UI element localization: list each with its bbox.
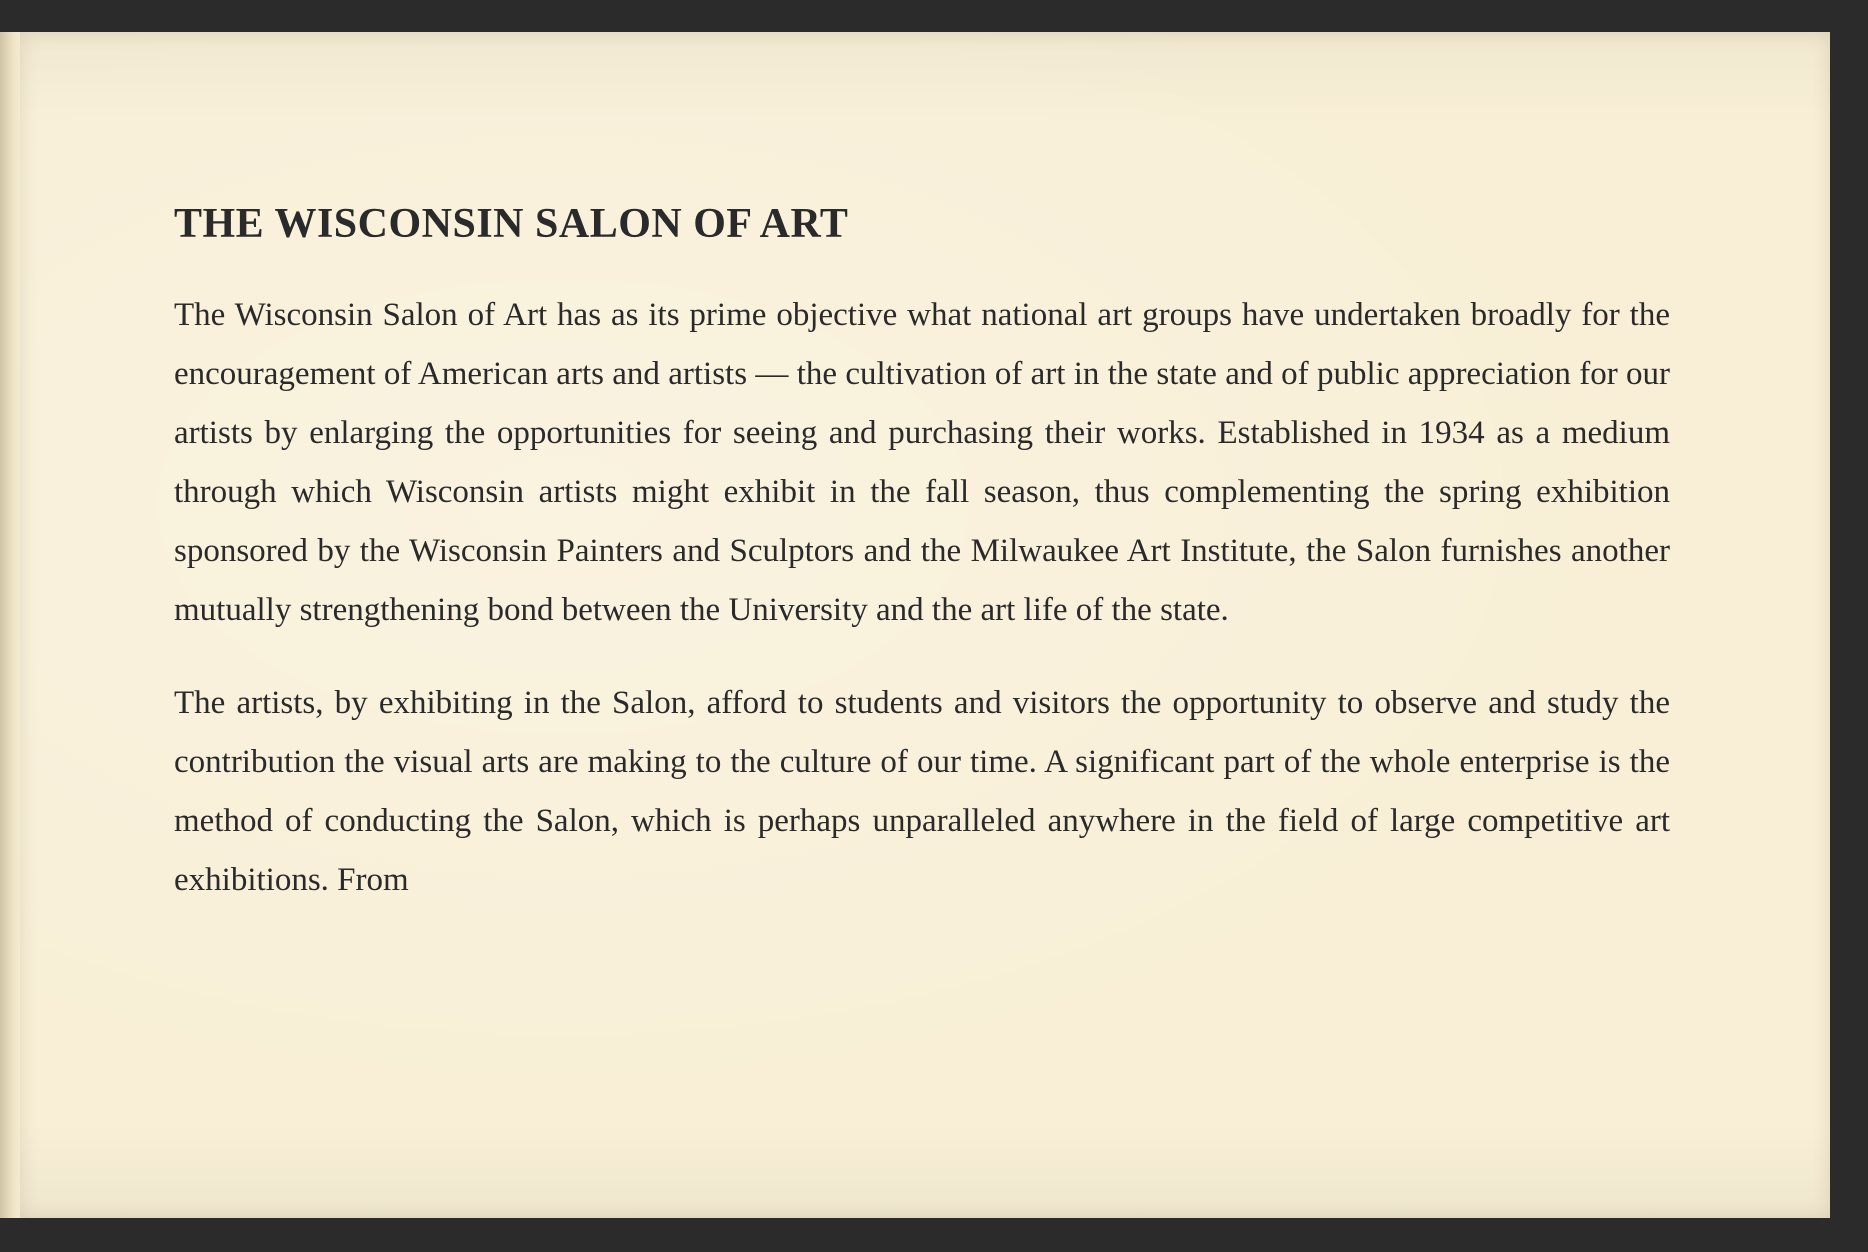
paragraph-1: The Wisconsin Salon of Art has as its prime objective what national art groups have undertaken broadly for the encouragement of American arts and artists — the cultivation of art in the state and of public appreciation for our artists by enlarging the opportunities for seeing and purchasing their works. Established in 1934 as a medium through which Wisconsin artists might exhibit in the fall season, thus complementing the spring exhibition sponsored by the Wisconsin Painters and Sculptors and the Milwaukee Art Institute, the Salon furnishes another mutually strengthening bond between the University and the art life of the state. — [174, 297, 1670, 628]
page-content — [174, 196, 1670, 910]
binding-edge — [0, 32, 22, 1218]
page-title: THE WISCONSIN SALON OF ART — [174, 201, 849, 247]
paragraph-2: The artists, by exhibiting in the Salon, afford to students and visitors the opportunity to observe and study the contribution the visual arts are making to the culture of our time. A significant part of the whole enterprise is the method of conducting the Salon, which is perhaps unparalleled anywhere in the field of large competitive art exhibitions. From — [174, 685, 1670, 898]
